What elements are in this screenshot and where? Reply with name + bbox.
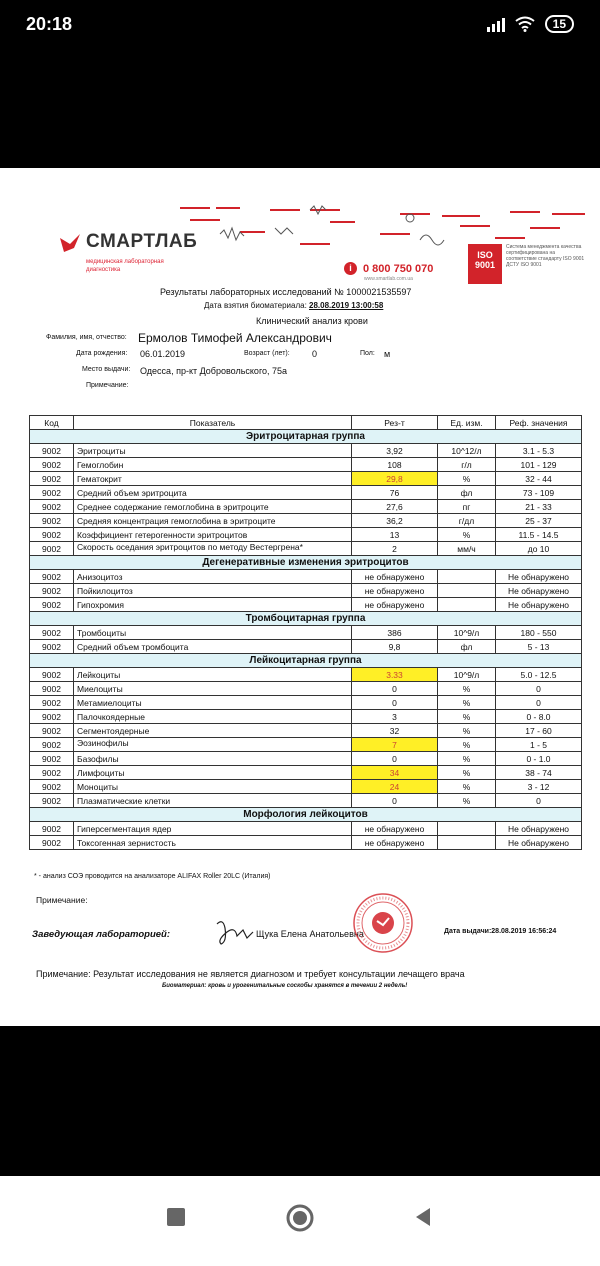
cell-ref: 0	[496, 794, 582, 808]
table-row	[30, 640, 582, 654]
cell-result: 3	[352, 710, 438, 724]
cell-name: Коэффициент гетерогенности эритроцитов	[74, 528, 352, 542]
navigation-bar	[0, 1176, 600, 1266]
table-row	[30, 752, 582, 766]
group-title: Эритроцитарная группа	[30, 430, 582, 444]
cell-unit	[438, 598, 496, 612]
cell-unit: %	[438, 752, 496, 766]
cell-ref: Не обнаружено	[496, 570, 582, 584]
age-label: Возраст (лет):	[244, 350, 290, 357]
cell-result: 0	[352, 682, 438, 696]
cell-result: 32	[352, 724, 438, 738]
cell-name: Средний объем тромбоцита	[74, 640, 352, 654]
group-title: Дегенеративные изменения эритроцитов	[30, 556, 582, 570]
table-row	[30, 570, 582, 584]
cell-code: 9002	[30, 584, 74, 598]
cell-name: Базофилы	[74, 752, 352, 766]
col-header-ref: Реф. значения	[496, 416, 582, 430]
table-row	[30, 486, 582, 500]
cell-ref: 38 - 74	[496, 766, 582, 780]
cell-name: Пойкилоцитоз	[74, 584, 352, 598]
cell-ref: 180 - 550	[496, 626, 582, 640]
cell-ref: Не обнаружено	[496, 836, 582, 850]
sample-date-label: Дата взятия биоматериала:	[204, 301, 307, 310]
cell-result: не обнаружено	[352, 836, 438, 850]
cell-name: Моноциты	[74, 780, 352, 794]
col-header-code: Код	[30, 416, 74, 430]
cell-name: Гипохромия	[74, 598, 352, 612]
age-value: 0	[312, 349, 318, 359]
cell-result: 13	[352, 528, 438, 542]
status-time: 20:18	[26, 14, 73, 34]
footer-note-label: Примечание:	[36, 895, 88, 905]
cell-unit: %	[438, 710, 496, 724]
iso-line1: ISO	[477, 250, 493, 260]
dob-value: 06.01.2019	[140, 349, 186, 359]
cell-code: 9002	[30, 668, 74, 682]
cell-result: 386	[352, 626, 438, 640]
cell-result: не обнаружено	[352, 584, 438, 598]
cell-code: 9002	[30, 738, 74, 752]
table-row	[30, 458, 582, 472]
cell-ref: Не обнаружено	[496, 584, 582, 598]
cell-unit: 10^9/л	[438, 668, 496, 682]
group-header	[30, 654, 582, 668]
home-button[interactable]	[286, 1204, 314, 1232]
group-header	[30, 430, 582, 444]
cell-unit: %	[438, 682, 496, 696]
cell-result: 3.33	[352, 668, 438, 682]
cell-ref: 32 - 44	[496, 472, 582, 486]
cell-unit: %	[438, 724, 496, 738]
table-row	[30, 724, 582, 738]
cell-unit	[438, 822, 496, 836]
cell-code: 9002	[30, 458, 74, 472]
results-table	[29, 415, 582, 850]
cell-ref: 3.1 - 5.3	[496, 444, 582, 458]
table-row	[30, 584, 582, 598]
sex-label: Пол:	[360, 350, 375, 357]
sex-value: м	[384, 349, 391, 359]
cell-result: не обнаружено	[352, 570, 438, 584]
table-row	[30, 836, 582, 850]
status-icons	[487, 15, 574, 33]
cell-unit: 10^9/л	[438, 626, 496, 640]
group-title: Лейкоцитарная группа	[30, 654, 582, 668]
cell-code: 9002	[30, 500, 74, 514]
group-title: Тромбоцитарная группа	[30, 612, 582, 626]
cell-name: Среднее содержание гемоглобина в эритроците	[74, 500, 352, 514]
table-row	[30, 682, 582, 696]
iso-line2: 9001	[474, 260, 496, 270]
cell-name: Токсогенная зернистость	[74, 836, 352, 850]
phone-number: 0 800 750 070	[363, 262, 434, 275]
cell-code: 9002	[30, 696, 74, 710]
cell-result: 3,92	[352, 444, 438, 458]
table-row	[30, 528, 582, 542]
cell-name: Лимфоциты	[74, 766, 352, 780]
cell-ref: 0	[496, 682, 582, 696]
cell-ref: Не обнаружено	[496, 598, 582, 612]
cell-name: Гиперсегментация ядер	[74, 822, 352, 836]
info-icon: i	[344, 262, 357, 275]
cell-code: 9002	[30, 822, 74, 836]
cell-result: 29,8	[352, 472, 438, 486]
cell-unit: пг	[438, 500, 496, 514]
cell-ref: 21 - 33	[496, 500, 582, 514]
esr-method-note: * - анализ СОЭ проводится на анализаторе ALIFAX Roller 20LC (Италия)	[34, 873, 271, 880]
signature-icon	[213, 918, 257, 948]
cell-name: Средний объем эритроцита	[74, 486, 352, 500]
cell-result: 24	[352, 780, 438, 794]
table-row	[30, 696, 582, 710]
phone-contact	[344, 262, 433, 275]
cell-unit: 10^12/л	[438, 444, 496, 458]
cell-name: Миелоциты	[74, 682, 352, 696]
brand-subtitle: медицинская лабораторная диагностика	[86, 259, 164, 273]
cell-name: Скорость оседания эритроцитов по методу Вестергрена*	[74, 542, 352, 556]
lab-head-name: Щука Елена Анатольевна	[256, 929, 364, 939]
cell-ref: 5 - 13	[496, 640, 582, 654]
cell-code: 9002	[30, 682, 74, 696]
lab-report-document	[0, 168, 600, 1026]
cell-name: Гемоглобин	[74, 458, 352, 472]
cell-ref: 5.0 - 12.5	[496, 668, 582, 682]
table-row	[30, 668, 582, 682]
cell-result: 0	[352, 794, 438, 808]
cell-code: 9002	[30, 752, 74, 766]
patient-name: Ермолов Тимофей Александрович	[138, 331, 332, 345]
cell-ref: 25 - 37	[496, 514, 582, 528]
cell-ref: 17 - 60	[496, 724, 582, 738]
cell-name: Лейкоциты	[74, 668, 352, 682]
cell-result: 76	[352, 486, 438, 500]
cell-code: 9002	[30, 794, 74, 808]
battery-indicator: 15	[545, 15, 574, 33]
cell-unit	[438, 584, 496, 598]
table-row	[30, 738, 582, 752]
back-button[interactable]	[412, 1206, 434, 1228]
analysis-name: Клинический анализ крови	[256, 316, 368, 326]
cell-unit: г/л	[438, 458, 496, 472]
group-title: Морфология лейкоцитов	[30, 808, 582, 822]
cell-result: 108	[352, 458, 438, 472]
logo-bird-icon	[58, 232, 82, 254]
table-header	[30, 416, 582, 430]
place-value: Одесса, пр-кт Добровольского, 75а	[140, 366, 288, 376]
table-row	[30, 444, 582, 458]
cell-name: Плазматические клетки	[74, 794, 352, 808]
cell-code: 9002	[30, 444, 74, 458]
cell-result: 0	[352, 696, 438, 710]
wifi-icon	[515, 16, 535, 32]
website: www.smartlab.com.ua	[364, 276, 413, 282]
iso-description: Система менеджмента качества сертифицирована на соответствие стандарту ISO 9001 ДСТУ ISO 9001	[506, 244, 585, 268]
cell-ref: Не обнаружено	[496, 822, 582, 836]
col-header-name: Показатель	[74, 416, 352, 430]
table-row	[30, 626, 582, 640]
cell-ref: 3 - 12	[496, 780, 582, 794]
cell-unit: %	[438, 794, 496, 808]
cell-name: Анизоцитоз	[74, 570, 352, 584]
dob-label: Дата рождения:	[76, 350, 128, 357]
cell-code: 9002	[30, 640, 74, 654]
signal-icon	[487, 16, 505, 32]
status-bar	[0, 0, 600, 50]
report-title: Результаты лабораторных исследований № 1000021535597	[160, 287, 412, 297]
cell-result: не обнаружено	[352, 822, 438, 836]
cell-name: Эритроциты	[74, 444, 352, 458]
group-header	[30, 612, 582, 626]
cell-code: 9002	[30, 626, 74, 640]
cell-result: 7	[352, 738, 438, 752]
cell-ref: 0 - 1.0	[496, 752, 582, 766]
cell-unit: %	[438, 696, 496, 710]
cell-unit: %	[438, 780, 496, 794]
sample-date	[204, 301, 383, 310]
cell-name: Эозинофилы	[74, 738, 352, 752]
issue-date: Дата выдачи:28.08.2019 16:56:24	[444, 928, 557, 935]
cell-unit: %	[438, 766, 496, 780]
table-row	[30, 710, 582, 724]
cell-code: 9002	[30, 780, 74, 794]
cell-ref: до 10	[496, 542, 582, 556]
cell-result: 0	[352, 752, 438, 766]
cell-ref: 73 - 109	[496, 486, 582, 500]
table-row	[30, 514, 582, 528]
cell-result: не обнаружено	[352, 598, 438, 612]
cell-unit: г/дл	[438, 514, 496, 528]
table-row	[30, 542, 582, 556]
cell-result: 2	[352, 542, 438, 556]
recent-apps-button[interactable]	[165, 1206, 187, 1228]
table-row	[30, 794, 582, 808]
table-row	[30, 780, 582, 794]
cell-code: 9002	[30, 710, 74, 724]
cell-code: 9002	[30, 836, 74, 850]
cell-result: 34	[352, 766, 438, 780]
iso-badge	[468, 244, 502, 284]
cell-name: Палочкоядерные	[74, 710, 352, 724]
cell-unit	[438, 570, 496, 584]
table-row	[30, 472, 582, 486]
cell-result: 27,6	[352, 500, 438, 514]
cell-name: Сегментоядерные	[74, 724, 352, 738]
cell-unit: фл	[438, 640, 496, 654]
place-label: Место выдачи:	[82, 366, 131, 373]
table-row	[30, 500, 582, 514]
cell-code: 9002	[30, 472, 74, 486]
cell-unit	[438, 836, 496, 850]
col-header-unit: Ед. изм.	[438, 416, 496, 430]
col-header-result: Рез-т	[352, 416, 438, 430]
brand-name: СМАРТЛАБ	[86, 231, 198, 252]
cell-unit: %	[438, 738, 496, 752]
cell-ref: 0	[496, 696, 582, 710]
cell-ref: 11.5 - 14.5	[496, 528, 582, 542]
storage-note: Биоматериал: кровь и урогенитальные соскобы хранятся в течении 2 недель!	[162, 983, 408, 989]
patient-note-label: Примечание:	[86, 382, 129, 389]
cell-name: Тромбоциты	[74, 626, 352, 640]
cell-result: 9,8	[352, 640, 438, 654]
cell-code: 9002	[30, 570, 74, 584]
lab-head-label: Заведующая лабораторией:	[32, 929, 171, 940]
table-row	[30, 766, 582, 780]
cell-code: 9002	[30, 724, 74, 738]
cell-unit: %	[438, 472, 496, 486]
group-header	[30, 556, 582, 570]
disclaimer: Примечание: Результат исследования не является диагнозом и требует консультации лечащего врача	[36, 969, 465, 979]
sample-date-value: 28.08.2019 13:00:58	[309, 301, 384, 310]
cell-code: 9002	[30, 528, 74, 542]
cell-name: Гематокрит	[74, 472, 352, 486]
cell-code: 9002	[30, 598, 74, 612]
cell-code: 9002	[30, 514, 74, 528]
cell-code: 9002	[30, 542, 74, 556]
lab-stamp-icon	[352, 892, 414, 954]
table-row	[30, 598, 582, 612]
group-header	[30, 808, 582, 822]
table-row	[30, 822, 582, 836]
cell-ref: 0 - 8.0	[496, 710, 582, 724]
cell-code: 9002	[30, 766, 74, 780]
cell-unit: мм/ч	[438, 542, 496, 556]
patient-name-label: Фамилия, имя, отчество:	[46, 334, 127, 341]
cell-unit: %	[438, 528, 496, 542]
cell-result: 36,2	[352, 514, 438, 528]
cell-code: 9002	[30, 486, 74, 500]
cell-name: Средняя концентрация гемоглобина в эритроците	[74, 514, 352, 528]
cell-ref: 101 - 129	[496, 458, 582, 472]
cell-unit: фл	[438, 486, 496, 500]
cell-ref: 1 - 5	[496, 738, 582, 752]
cell-name: Метамиелоциты	[74, 696, 352, 710]
